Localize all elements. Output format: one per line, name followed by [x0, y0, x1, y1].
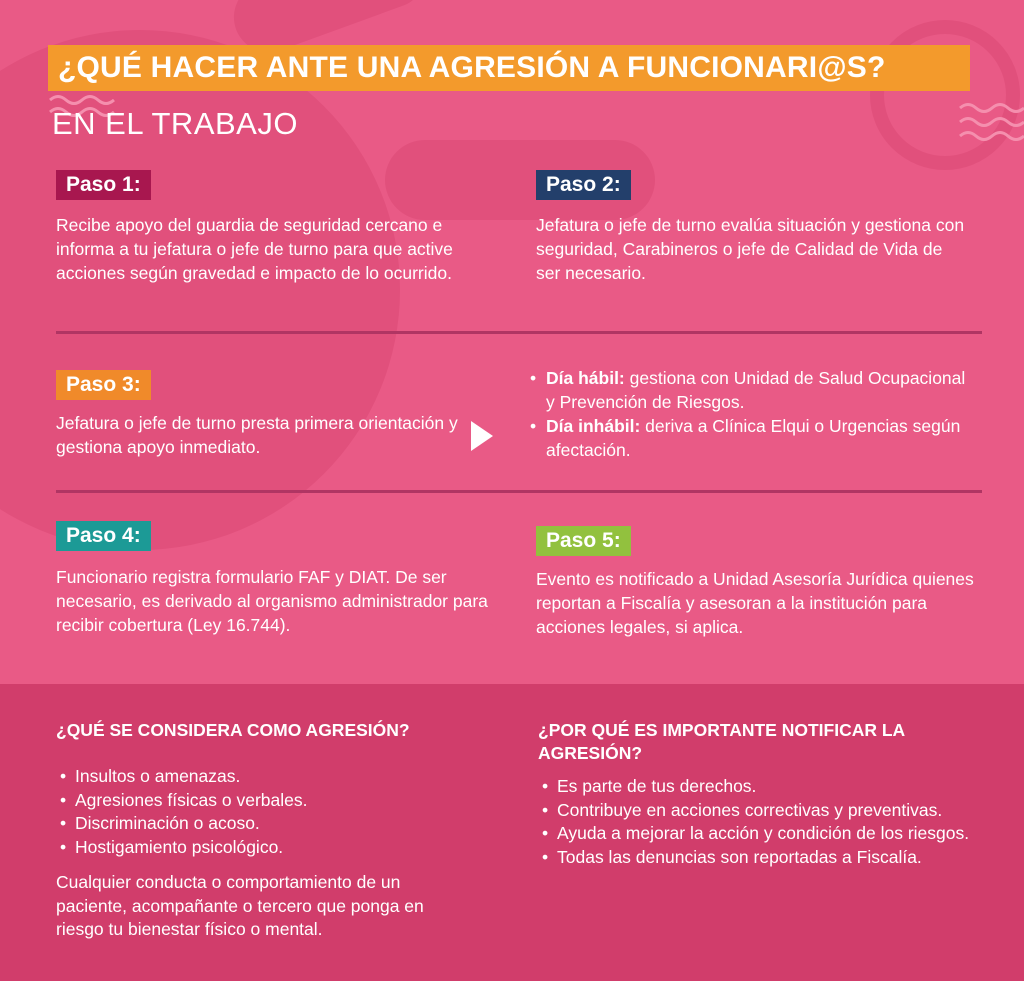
agresion-heading: ¿QUÉ SE CONSIDERA COMO AGRESIÓN?: [56, 720, 410, 740]
list-item: • Discriminación o acoso.: [56, 812, 496, 836]
option-text: deriva a Clínica Elqui o Urgencias según afectación.: [546, 416, 961, 460]
list-item: [528, 414, 978, 462]
option-label: Día inhábil:: [546, 416, 641, 436]
step-3-badge: Paso 3:: [56, 370, 151, 400]
agresion-list: [56, 765, 496, 859]
step-2-text: Jefatura o jefe de turno evalúa situación y gestiona con seguridad, Carabineros o jefe de Calidad de Vida de ser necesario.: [536, 215, 965, 283]
step-4-badge: Paso 4:: [56, 521, 151, 551]
list-item: • Hostigamiento psicológico.: [56, 836, 496, 860]
step-3-text: Jefatura o jefe de turno presta primera orientación y gestiona apoyo inmediato.: [56, 413, 458, 457]
step-1-badge: Paso 1:: [56, 170, 151, 200]
list-item: • Contribuye en acciones correctivas y preventivas.: [538, 799, 978, 823]
section-divider: [56, 331, 982, 334]
section-divider: [56, 490, 982, 493]
step-3-options-list: [528, 366, 978, 462]
list-item: [528, 366, 978, 414]
agresion-definition: Cualquier conducta o comportamiento de un paciente, acompañante o tercero que ponga en riesgo tu bienestar físico o mental.: [56, 872, 424, 939]
option-label: Día hábil:: [546, 368, 625, 388]
importancia-list: [538, 775, 978, 869]
list-item: • Ayuda a mejorar la acción y condición de los riesgos.: [538, 822, 978, 846]
importancia-heading: ¿POR QUÉ ES IMPORTANTE NOTIFICAR LA AGRESIÓN?: [538, 720, 905, 763]
list-item: • Todas las denuncias son reportadas a Fiscalía.: [538, 846, 978, 870]
arrow-right-icon: [471, 421, 493, 451]
step-5-text: Evento es notificado a Unidad Asesoría Jurídica quienes reportan a Fiscalía y asesoran a la institución para acciones legales, si aplica.: [536, 569, 974, 637]
list-item: • Es parte de tus derechos.: [538, 775, 978, 799]
list-item: • Insultos o amenazas.: [56, 765, 496, 789]
option-text: gestiona con Unidad de Salud Ocupacional y Prevención de Riesgos.: [546, 368, 966, 412]
list-item: • Agresiones físicas o verbales.: [56, 789, 496, 813]
step-1-text: Recibe apoyo del guardia de seguridad cercano e informa a tu jefatura o jefe de turno para que active acciones según gravedad e impacto de lo ocurrido.: [56, 215, 453, 283]
page-subtitle: EN EL TRABAJO: [52, 106, 298, 141]
wave-decoration-icon: [958, 100, 1024, 144]
step-5-badge: Paso 5:: [536, 526, 631, 556]
background-ring-decoration: [870, 20, 1020, 170]
step-2-badge: Paso 2:: [536, 170, 631, 200]
step-4-text: Funcionario registra formulario FAF y DIAT. De ser necesario, es derivado al organismo administrador para recibir cobertura (Ley 16.744).: [56, 567, 488, 635]
page-title: ¿QUÉ HACER ANTE UNA AGRESIÓN A FUNCIONARI@S?: [48, 45, 970, 91]
